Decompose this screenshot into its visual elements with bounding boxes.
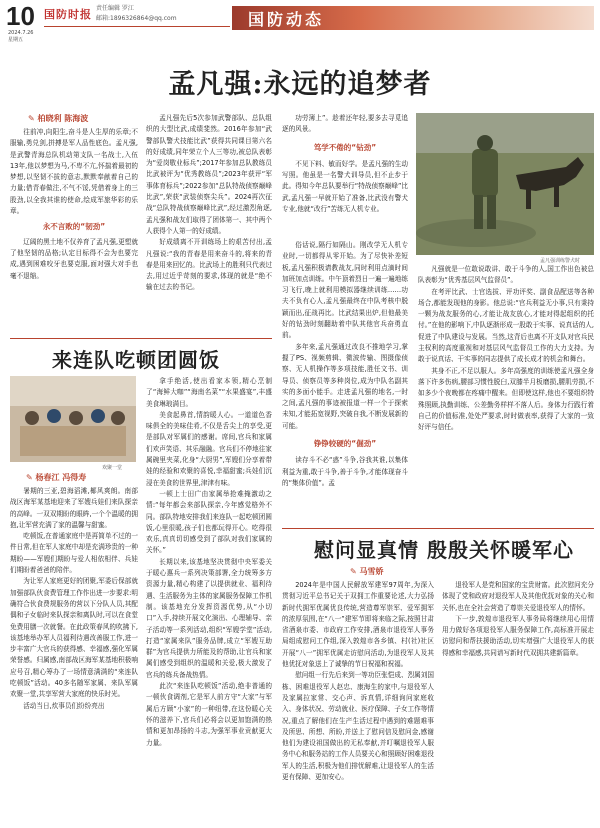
article1-subhead1: 永不言败的“韧劲” bbox=[42, 222, 106, 232]
article1-col4: 凡强就是一位敢说敢讲、敢于斗争的人,国工作出色被总队表彰为“优秀基层风气监督员”。 在考评比武、士官选拔、评功评奖、副食品配送等各种场合,都能发现他的身影。他总说:“官兵利益无小事,只有秉持一颗为战友服务的心,才能让战友放心,才能对得起组织的托付。”在他的影响下,中队逐渐形成一股敢于实事、说真话的人,促进了中队建设与发展。当然,这背后也离不开支队对官兵民主权利的高度重视和对基层风气监督员工作的大力支持。为敢于说真话、干实事的同志提供了成长成才的机会和舞台。 其身不正,不足以服人。多年高强度的训练使孟凡强全身落下许多伤病,腰部习惯性脱臼,双膝半月板磨损,腰肌劳损,不如多少个夜晚都在疼痛中醒来。但即使这样,他也不要组织特殊照顾,执勤训练、公差勤务样样不落人后。身体力行践行着自己的价值标准,处处严要求,时时做表率,获得了大家的一致好评与信任。 bbox=[418, 265, 594, 432]
article2-headline: 来连队吃顿团圆饭 bbox=[52, 348, 220, 372]
article1-subhead2: 笃学不倦的“钻劲” bbox=[313, 142, 377, 152]
article3-headline: 慰问显真情 殷殷关怀暖军心 bbox=[314, 538, 574, 562]
article3-col1: 2024年是中国人民解放军建军97周年,为深入贯彻习近平总书记关于双拥工作重要论述,大力弘扬新时代拥军优属优良传统,营造尊军崇军、爱军拥军的浓厚氛围,在“八一”建军节即将来临之际,按照甘肃省酒泉市委、市政府工作安排,酒泉市退役军人事务局组成慰问工作组,深入敦煌市各乡镇、村(社)社区开展“八一”拥军优属走访慰问活动,为退役军人及其他优抚对象送上了诚挚的节日祝福和祝福。 慰问组一行先后来到一等功臣张恺成、烈属刘国栋、困难退役军人赵忠、康海生的家中,与退役军人及家属拉家常、交心声、诉真情,详细询问家庭收入、身体状况、劳动就业、医疗保障、子女工作等情况,重点了解他们在生产生活过程中遇到的难题难事及所思、所想、所盼,并送上了慰问信及慰问金,感谢他们为建设祖国做出的无私奉献,并叮嘱退役军人服务中心和服务站的工作人员要关心和照顾好困难退役军人的生活,积极为他们排忧解难,让退役军人的生活更有保障、更加安心。 bbox=[282, 581, 434, 782]
editor-email: 邮箱:1896326864@qq.com bbox=[96, 15, 177, 22]
article1-col2: 孟凡强先后5次参加武警部队、总队组织的大型比武,成绩斐然。2016年参加“武警部队警犬技能比武”获得共同课目第六名的好成绩,同年荣立个人三等功,被总队表彰为“爱岗敬业标兵”;2017年参加总队教练员比武被评为“优秀教练员”;2023年获评“军事体育标兵”;2022参加“总队特战侦察巅峰比武”,荣获“武装侦察尖兵”。2024再次征战“总队特战侦察巅峰比武”,经过激烈角逐,孟凡强和战友们取得了团体第一、其中两个人获得个人第一的好成绩。 好成绩离不开训练场上的艰苦付出,孟凡强说:“我的青春是用来奋斗的,将来的青春是用来回忆的。比武场上的胜利只代表过去,用过近乎苛刻的要求,体现的就是“绝不输在过去的书记。 bbox=[146, 114, 272, 292]
article2-col1: 暑期的三亚,碧海滔滩,椰风爽朗。南部战区海军某基地迎来了军嫂兵娃们来队探亲的高峰。一双双期盼的眼眸,一个个温暖的拥抱,让军营充满了家的温馨与甜蜜。 吃顿饭,在普通家庭中是再简单不过的一件日常,但在军人家庭中却是充满珍贵的一种期盼——军嫂们期盼与爱人相依相伴、兵娃们期盼着爸爸的陪伴。 为让军人家庭更好的团聚,军委后保部就加强部队伙食费管理工作作出进一步要求:明确符合伙食费规服务的营以下分队人员,其配偶和子女临时来队探亲和离队时,可以在食堂免费用膳一次就餐。在此政策春风的吹拂下,该基地举办军人员福利待遇改善服工作,进一步丰富广大官兵的获得感、幸福感,强化军属荣誉感。归属感,南部战区海军某基地积极响应号召,精心筹办了一场情意满满的“来连队吃顿饭”活动。40多名随军家属、来队军属欢聚一堂,共享军营大家庭的快乐时光。 活动当日,炊事员们纷纷亮出 bbox=[10, 487, 138, 710]
article2-photo bbox=[10, 376, 136, 462]
section-title: 国防动态 bbox=[248, 10, 325, 29]
editor-credit: 责任编辑 罗江 bbox=[96, 5, 134, 12]
article2-byline: ✎ 杨春江 冯得寿 bbox=[26, 473, 87, 482]
article1-col1: 往前冲,向阳生,奋斗是人生厚的乐章;不服输,勇兑剑,拼搏是军人品性底色。孟凡强,是武警青海总队机动第支队一名战士,入伍13年,他以梦想为马,不卑不亢,怀揣着最初的梦想,以坚韧不拔的意志,默默奉献着自己的力量;借青春做注,不气不馁,凭借着身上的三股劲,以全我其谁的使命,绘成军旅华彩的乐章。 永不言败的“韧劲” 辽阔的黑土地不仅养育了孟凡强,更塑就了他坚韧的品格;认定目标得不会为也要完成,遇到困难咬牙也要克服,面对强大对手也毫不退缩。 bbox=[10, 128, 138, 280]
article3-top-rule bbox=[282, 528, 594, 529]
article1-col3-top: 功劳簿上”。趁着还年轻,要多去寻觅追逐的风景。 笃学不倦的“钻劲” 不见下料、敏而好学。是孟凡强的生动写照。他虽是一名警犬训导员,但不止步于此。得知今年总队要举行“特战侦察巅峰”比武,孟凡强一早就开始了准备,比武没有警犬专业,他就“改行”苦练无人机专业。 bbox=[282, 114, 408, 214]
article2-photo-caption: 欢聚一堂 bbox=[102, 465, 123, 471]
header-divider bbox=[44, 26, 230, 27]
article2-col2: 拿手绝活,使出看家本领,精心烹制了“海鲜大咖”“海南名菜”“水果盛宴”,丰盛美食琳琅满目。 美食起鼻首,情韵暖人心。一道道色香味俱全的美味佳肴,不仅是舌尖上的享受,更是部队对军属们的感谢。席间,官兵和家属们欢声笑语、其乐融融。官兵们不停地往家属碗里夹菜,化身“大厨男”,军嫂们分享着带娃的经验和欢聚的喜悦,幸福甜蜜;兵娃们沉浸在美食的世界里,津津有味。 一顿上士田广由家属举抢难掩激动之情:“每年都会来部队探亲,今年感觉格外不同。部队特地安排我们来连队一起吃顿团圆饭,心里很暖,孩子们也都玩得开心。吃得很欢乐,真真切切感受到了部队对我们家属的关怀。” 长期以来,该基地坚决贯彻中央军委关于暖心惠兵一系列决策部署,全力统筹多方资源力量,精心构建了以提供就业、福利待遇、生活服务为主体的家属服务保障工作机制。该基地充分发挥资源优势,从“小切口”入手,持续开展文化演出、心理辅导、亲子活动等一系列活动,组织“军嫂学堂”活动,打造“家属来队”服务品牌,成立“军嫂互助群”为官兵提供力所能及的帮助,让官兵和家属们感受到组织的温暖和关爱,极大激发了官兵的练兵备战热情。 此次“来连队吃顿饭”活动,绝非普通的一顿伙食调剂,它是军人前方守“大家”与军属后方顾“小家”的一种纽带,在这份暖心关怀的滋养下,官兵们必将会以更加饱满的热情和更加昂扬的斗志,为强军事业贡献更大力量。 bbox=[146, 377, 272, 747]
article2-top-rule bbox=[10, 338, 272, 339]
article1-byline: ✎ 柏晓利 陈海波 bbox=[28, 114, 89, 123]
article3-byline: ✎ 马雪娇 bbox=[350, 567, 384, 576]
article1-headline: 孟凡强:永远的追梦者 bbox=[168, 69, 432, 100]
article1-photo-caption: 孟凡强训练警犬时 bbox=[540, 258, 581, 264]
issue-date: 2024.7.26 星期五 bbox=[8, 30, 34, 43]
article1-subhead3: 铮铮较硬的“倔劲” bbox=[313, 439, 377, 449]
article3-col2: 退役军人是党和国家的宝贵财富。此次慰问充分体现了党和政府对退役军人及其他优抚对象的关心和关怀,也在全社会营造了尊崇关爱退役军人的情怀。 下一步,敦煌市退役军人事务局将继续用心用情用力做好各项退役军人服务保障工作,高标准开展走访慰问和帮扶援助活动,切实增强广大退役军人的获得感和幸福感,共同谱写新时代双拥共建新篇章。 bbox=[442, 581, 594, 657]
article1-col3-mid: 俗话说,隔行如隔山。刚改学无人机专业时,一切都得从零开始。为了尽快补差短板,孟凡强积极请教战友,同时利用点滴时间加班加点训练。中午顶着烈日一遍一遍地练习飞行,晚上就利用模拟器继续训练……功夫不负有心人,孟凡强最终在中队考核中脱颖而出,征战再比。比武结果出炉,但他最美好的钻劲时刻翻助着中队其他官兵奋勇直前。 多年来,孟凡强通过改良不推地学习,掌握了PS、视频剪辑、微波传输、图摄像侦察、无人机操作等多项技能,胜任文书、训导员、侦察员等多种岗位,成为中队名副其实的多面小能手。走进孟凡强的地名,一时之间,孟凡强的事迹被报道一样一个于探索未知,才能拓宽视野,突破自我,不断发展新的可能。 铮铮较硬的“倔劲” 读存斗不必“惑”斗争,谷我其谁,以集体利益为重,敢于斗争,善于斗争,才能体现奋斗的“集体价值”。孟 bbox=[282, 241, 408, 487]
page-number: 10 bbox=[6, 1, 35, 31]
newspaper-logo: 国防时报 bbox=[44, 8, 92, 21]
article1-photo bbox=[416, 113, 594, 255]
